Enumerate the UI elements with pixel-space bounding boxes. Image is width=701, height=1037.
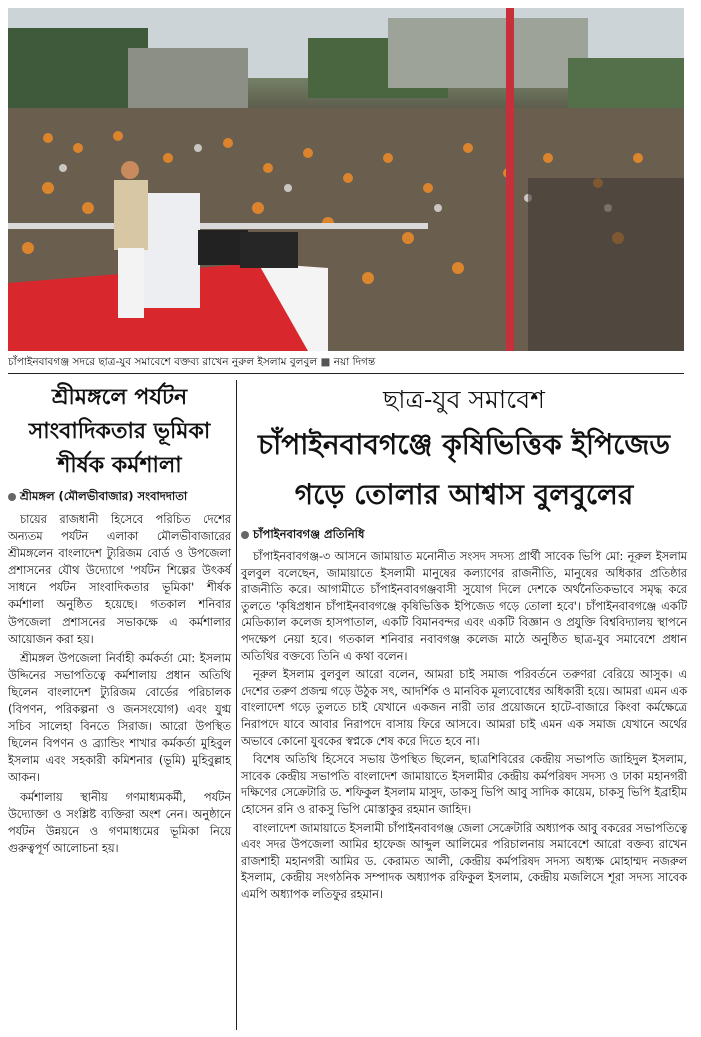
- caption-credit: নয়া দিগন্ত: [333, 356, 376, 368]
- photo-caption: [8, 355, 684, 371]
- right-paragraph: নূরুল ইসলাম বুলবুল আরো বলেন, আমরা চাই সমাজ পরিবর্তনে তরুণরা বেরিয়ে আসুক। এ দেশের তরুণ প্রজন্ম গড়ে উঠুক সৎ, আদর্শিক ও মানবিক মূল্যবোধের অধিকারী হয়ে। আমরা এমন এক বাংলাদেশ গড়ে তুলতে চাই যেখানে একজন নারী তার প্রয়োজনে হাটে-বাজারে কিংবা কর্মক্ষেত্রে নিরাপদে যাবে আবার নিরাপদে বাসায় ফিরে আসবে। আমরা চাই এমন এক সমাজ যেখানে অর্থের অভাবে কোনো যুবকের স্বপ্নকে শেষ করে দিতে হবে না।: [241, 668, 687, 748]
- caption-text: চাঁপাইনবাবগঞ্জ সদরে ছাত্র-যুব সমাবেশে বক্তব্য রাখেন নুরুল ইসলাম বুলবুল: [8, 356, 318, 368]
- right-paragraph: চাঁপাইনবাবগঞ্জ-৩ আসনে জামায়াত মনোনীত সংসদ সদস্য প্রার্থী সাবেক ভিপি মো: নূরুল ইসলাম বুলবুল বলেছেন, জামায়াতে ইসলামী মানুষের কল্যাণের রাজনীতি, মানুষের অধিকার প্রতিষ্ঠার রাজনীতি করে। আগামীতে চাঁপাইনবাবগঞ্জবাসী সুযোগ দিলে দেশকে অর্থনৈতিকভাবে সমৃদ্ধ করে তুলতে 'কৃষিপ্রধান চাঁপাইনবাবগঞ্জে কৃষিভিত্তিক ইপিজেড গড়ে তোলা হবে'। চাঁপাইনবাবগঞ্জে একটি মেডিক্যাল কলেজ হাসপাতাল, একটি বিমানবন্দর এবং একটি বিজ্ঞান ও প্রযুক্তি বিশ্ববিদ্যালয় স্থাপনে পদক্ষেপ নেয়া হবে। গতকাল শনিবার নবাবগঞ্জ কলেজ মাঠে অনুষ্ঠিত ছাত্র-যুব সমাবেশে প্রধান অতিথির বক্তব্যে তিনি এ কথা বলেন।: [241, 550, 687, 663]
- right-headline-line: গড়ে তোলার আশ্বাস বুলবুলের: [294, 478, 634, 511]
- horizontal-rule: [8, 373, 684, 374]
- right-byline: [241, 526, 687, 545]
- left-headline-line: শ্রীমঙ্গলে পর্যটন: [51, 384, 188, 410]
- left-paragraph: কর্মশালায় স্থানীয় গণমাধ্যমকর্মী, পর্যটন উদ্যোক্তা ও সংশ্লিষ্ট ব্যক্তিরা অংশ নেন। অনুষ্ঠানে পর্যটন উন্নয়নে ও গণমাধ্যমের ভূমিকা নিয়ে গুরুত্বপূর্ণ আলোচনা হয়।: [8, 790, 231, 855]
- left-article: [8, 380, 231, 859]
- right-article: [241, 380, 687, 905]
- left-headline-line: সাংবাদিকতার ভূমিকা: [28, 418, 211, 444]
- right-byline-text: চাঁপাইনবাবগঞ্জ প্রতিনিধি: [253, 527, 365, 541]
- column-divider: [236, 380, 237, 1030]
- right-headline: [241, 420, 687, 520]
- left-byline: [8, 488, 231, 507]
- right-paragraph: বাংলাদেশ জামায়াতে ইসলামী চাঁপাইনবাবগঞ্জ জেলা সেক্রেটারি অধ্যাপক আবু বকরের সভাপতিত্বে এবং সদর উপজেলা আমির হাফেজ আব্দুল আলিমের পরিচালনায় সমাবেশে আরো বক্তব্য রাখেন রাজশাহী মহানগরী আমির ড. কেরামত আলী, কেন্দ্রীয় কর্মপরিষদ সদস্য অধ্যক্ষ মোহাম্মদ নজরুল ইসলাম, কেন্দ্রীয় সংগঠনিক সম্পাদক অধ্যাপক রফিকুল ইসলাম, কেন্দ্রীয় মজলিসে শূরা সদস্য সাবেক এমপি অধ্যাপক লতিফুর রহমান।: [241, 821, 687, 901]
- bullet-icon: [8, 493, 16, 501]
- left-byline-text: শ্রীমঙ্গল (মৌলভীবাজার) সংবাদদাতা: [20, 489, 188, 503]
- bullet-icon: [241, 531, 249, 539]
- right-paragraph: বিশেষ অতিথি হিসেবে সভায় উপস্থিত ছিলেন, ছাত্রশিবিরের কেন্দ্রীয় সভাপতি জাহিদুল ইসলাম, সাবেক কেন্দ্রীয় সভাপতি বাংলাদেশ জামায়াতে ইসলামীর কেন্দ্রীয় কর্মপরিষদ সদস্য ও ঢাকা মহানগরী দক্ষিণের সেক্রেটারি ড. শফিকুল ইসলাম মাসুদ, ডাকসু ভিপি আবু সাদিক কায়েম, চাকসু ভিপি ইব্রাহীম হোসেন রনি ও রাকসু ভিপি মোস্তাকুর রহমান জাহিদ।: [241, 753, 687, 816]
- rally-photo: [8, 8, 684, 351]
- rally-photo-illustration: [8, 8, 684, 351]
- left-headline: [8, 380, 231, 482]
- right-kicker: ছাত্র-যুব সমাবেশ: [383, 385, 545, 414]
- left-paragraph: চায়ের রাজধানী হিসেবে পরিচিত দেশের অন্যতম পর্যটন এলাকা মৌলভীবাজারের শ্রীমঙ্গলেন বাংলাদেশ ট্যুরিজম বোর্ড ও উপজেলা প্রশাসনের যৌথ উদ্যোগে 'পর্যটন শিল্পের উৎকর্ষ সাধনে পর্যটন সাংবাদিকতার ভূমিকা' শীর্ষক কর্মশালা অনুষ্ঠিত হয়েছে। গতকাল শনিবার উপজেলা প্রশাসনের সভাকক্ষে এ কর্মশালার আয়োজন করা হয়।: [8, 513, 231, 646]
- caption-separator-icon: ■: [320, 356, 334, 368]
- left-paragraph: শ্রীমঙ্গল উপজেলা নির্বাহী কর্মকর্তা মো: ইসলাম উদ্দিনের সভাপতিত্বে কর্মশালায় প্রধান অতিথি ছিলেন বাংলাদেশ ট্যুরিজম বোর্ডের পরিচালক (বিপণন, পরিকল্পনা ও জনসংযোগ) এবং যুগ্ম সচিব সালেহা বিনতে সিরাজ। আরো উপস্থিত ছিলেন বিপণন ও ব্র্যান্ডিং শাখার কর্মকর্তা মুহিবুল ইসলাম এবং সহকারী কমিশনার (ভূমি) মুহিবুল্লাহ আকন।: [8, 651, 231, 785]
- right-headline-line: চাঁপাইনবাবগঞ্জে কৃষিভিত্তিক ইপিজেড: [258, 428, 670, 461]
- left-headline-line: শীর্ষক কর্মশালা: [57, 452, 182, 478]
